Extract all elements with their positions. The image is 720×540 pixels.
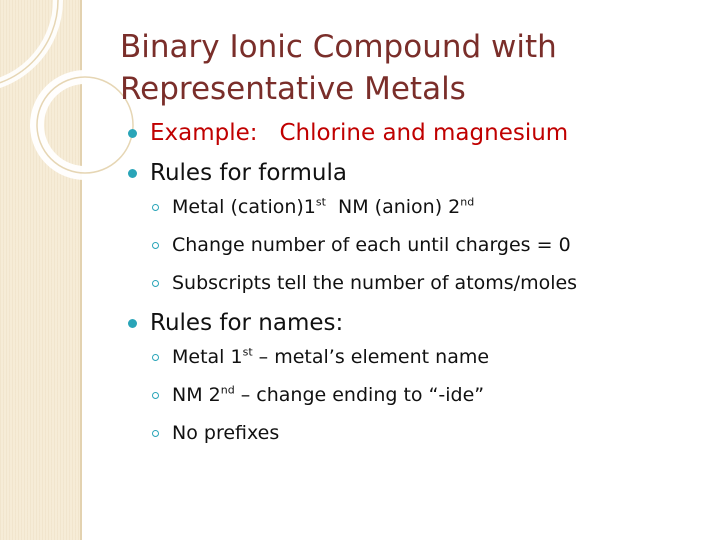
slide-content <box>128 118 708 458</box>
name-rule-item: No prefixes <box>150 420 708 446</box>
formula-rule-item: Change number of each until charges = 0 <box>150 232 708 258</box>
name-rules-list <box>150 344 708 446</box>
ring-bullet-icon <box>152 204 159 211</box>
bullet-rules-formula <box>128 158 708 296</box>
formula-rule-item: Metal (cation)1st NM (anion) 2nd <box>150 194 708 220</box>
name-rule-item: NM 2nd – change ending to “-ide” <box>150 382 708 408</box>
bullet-rules-names <box>128 308 708 446</box>
bullet-dot-icon <box>128 129 137 138</box>
bullet-rules-formula-text: Rules for formula <box>150 160 347 186</box>
ring-bullet-icon <box>152 242 159 249</box>
bullet-dot-icon <box>128 169 137 178</box>
ring-bullet-icon <box>152 354 159 361</box>
ring-bullet-icon <box>152 280 159 287</box>
formula-rules-list <box>150 194 708 296</box>
formula-rule-item: Subscripts tell the number of atoms/moles <box>150 270 708 296</box>
name-rule-item: Metal 1st – metal’s element name <box>150 344 708 370</box>
bullet-example-text: Example: Chlorine and magnesium <box>150 120 569 146</box>
slide-title: Binary Ionic Compound with Representative Metals <box>120 29 557 107</box>
ring-bullet-icon <box>152 430 159 437</box>
bullet-rules-names-text: Rules for names: <box>150 310 344 336</box>
bullet-example <box>128 118 708 148</box>
bullet-dot-icon <box>128 319 137 328</box>
decorative-rings <box>0 0 140 200</box>
ring-bullet-icon <box>152 392 159 399</box>
